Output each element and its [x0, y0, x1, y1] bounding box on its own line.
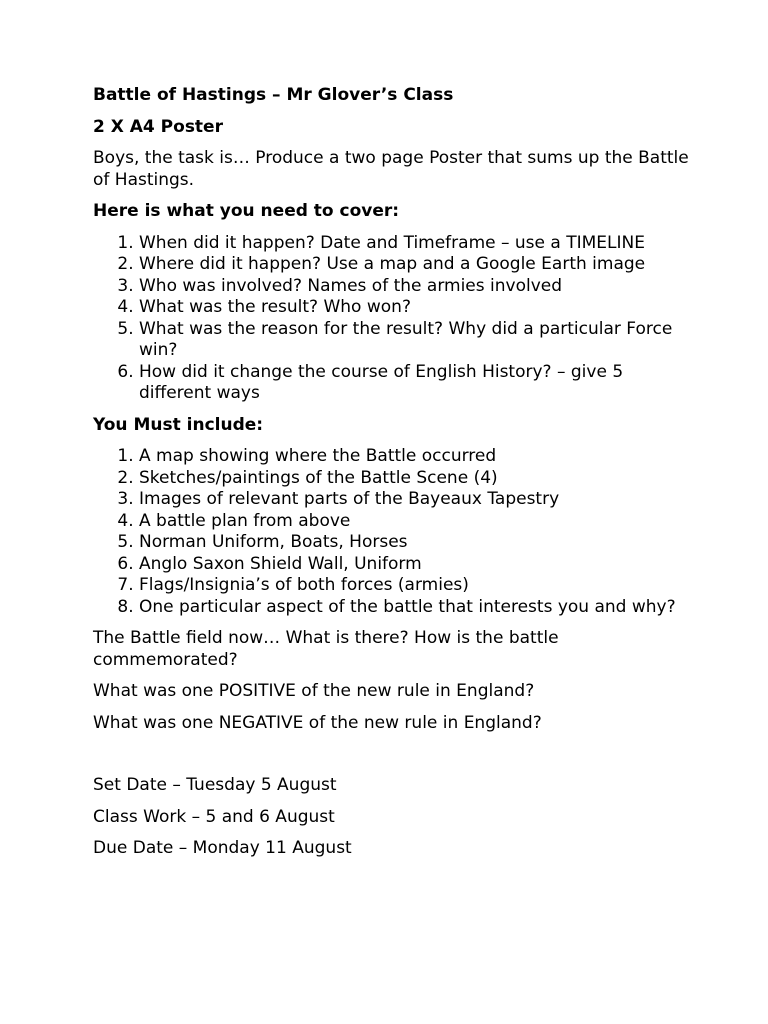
class-work-dates: Class Work – 5 and 6 August: [93, 806, 335, 827]
cover-item: 5. What was the reason for the result? Why did a particular Force win?: [139, 319, 693, 362]
poster-format: 2 X A4 Poster: [93, 116, 223, 137]
include-item: 5. Norman Uniform, Boats, Horses: [139, 532, 693, 554]
document-body: [93, 85, 693, 870]
include-item: 7. Flags/Insignia’s of both forces (armies): [139, 575, 693, 597]
task-description: Boys, the task is… Produce a two page Poster that sums up the Battle of Hastings.: [93, 148, 689, 190]
cover-item: 6. How did it change the course of English History? – give 5 different ways: [139, 362, 693, 405]
include-item: 1. A map showing where the Battle occurred: [139, 446, 693, 468]
due-date: Due Date – Monday 11 August: [93, 838, 352, 858]
include-item: 6. Anglo Saxon Shield Wall, Uniform: [139, 554, 693, 576]
battlefield-question: The Battle field now… What is there? How is the battle commemorated?: [93, 628, 559, 670]
positive-question: What was one POSITIVE of the new rule in England?: [93, 681, 535, 701]
set-date: Set Date – Tuesday 5 August: [93, 775, 337, 795]
include-item: 3. Images of relevant parts of the Bayeaux Tapestry: [139, 489, 693, 511]
document-title: Battle of Hastings – Mr Glover’s Class: [93, 85, 454, 105]
include-item: 4. A battle plan from above: [139, 511, 693, 533]
cover-item: 2. Where did it happen? Use a map and a Google Earth image: [139, 254, 693, 276]
include-list: [93, 446, 693, 618]
include-item: 8. One particular aspect of the battle that interests you and why?: [139, 597, 693, 619]
cover-item: 4. What was the result? Who won?: [139, 297, 693, 319]
spacer: [93, 744, 693, 775]
cover-item: 1. When did it happen? Date and Timeframe – use a TIMELINE: [139, 233, 693, 255]
include-heading: You Must include:: [93, 414, 264, 435]
cover-heading: Here is what you need to cover:: [93, 201, 400, 221]
cover-item: 3. Who was involved? Names of the armies involved: [139, 276, 693, 298]
include-item: 2. Sketches/paintings of the Battle Scene (4): [139, 468, 693, 490]
cover-list: [93, 233, 693, 405]
negative-question: What was one NEGATIVE of the new rule in England?: [93, 712, 542, 733]
